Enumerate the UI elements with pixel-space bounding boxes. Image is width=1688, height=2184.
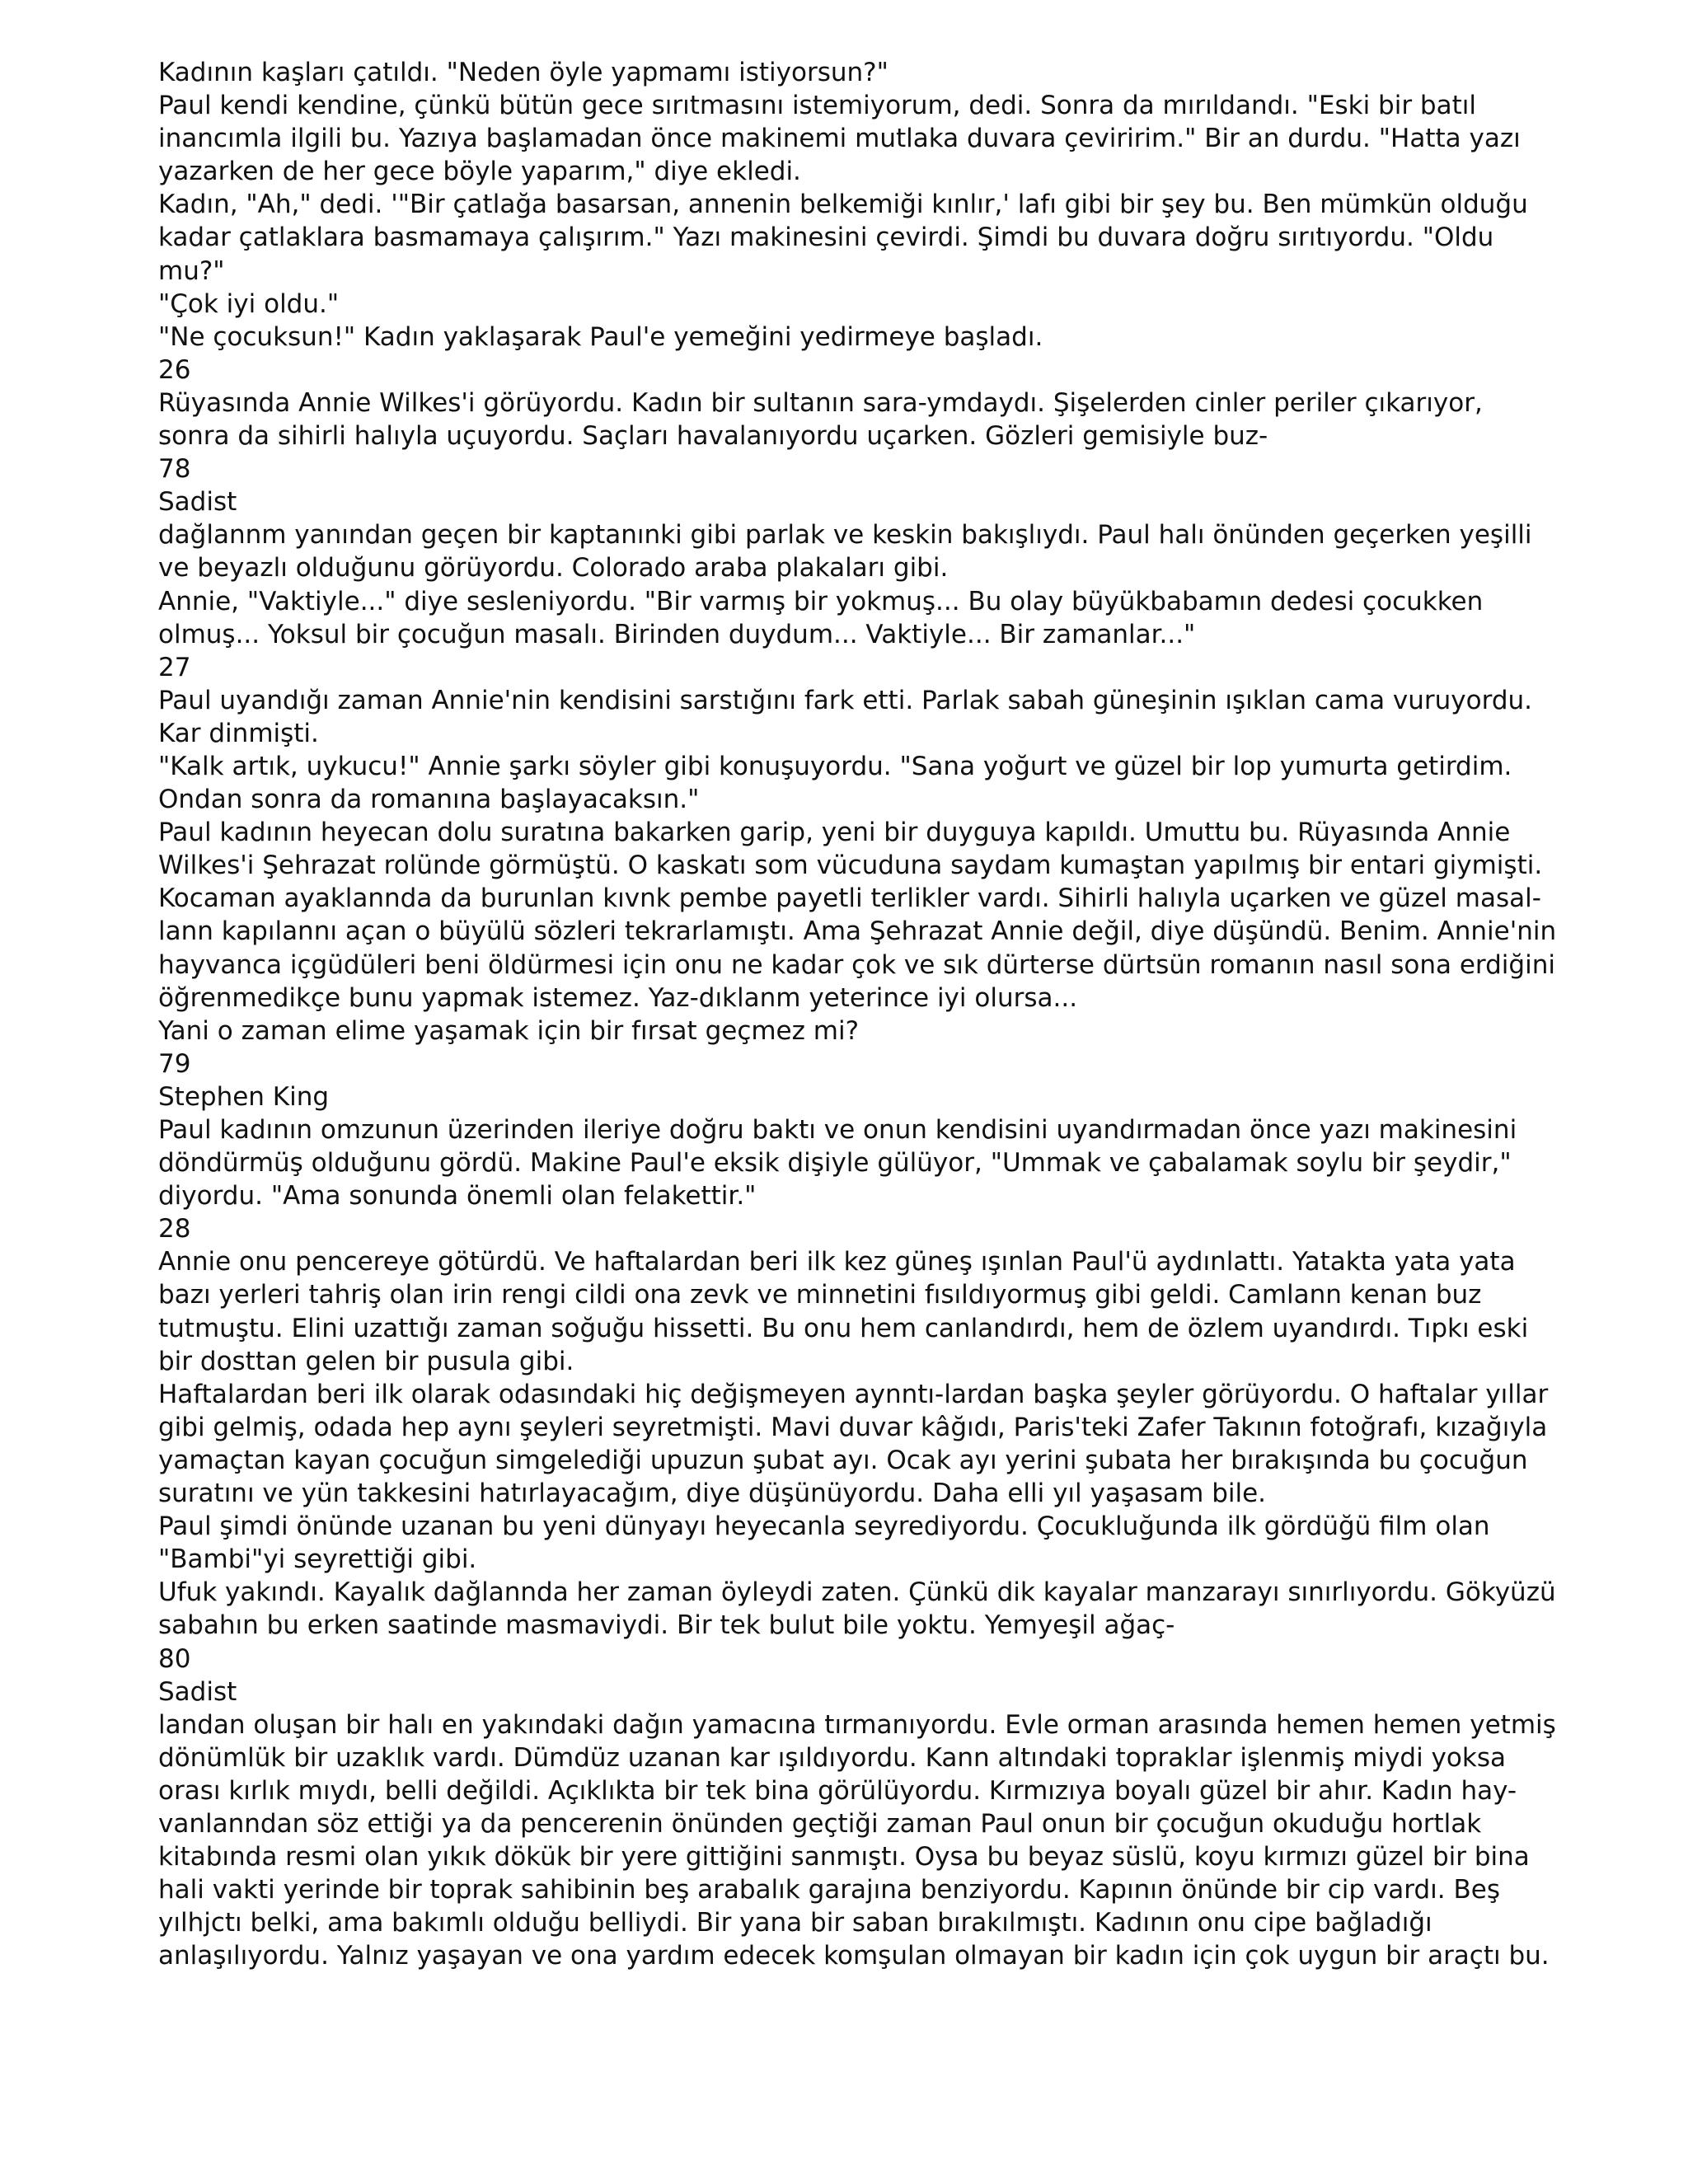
text-line: Rüyasında Annie Wilkes'i görüyordu. Kadın bir sultanın sara-ymdaydı. Şişelerden cinler periler çıkarıyor, [158,387,1483,418]
text-line: hali vakti yerinde bir toprak sahibinin beş arabalık garajına benziyordu. Kapının önünde bir cip vardı. Beş [158,1875,1500,1905]
text-line: öğrenmedikçe bunu yapmak istemez. Yaz-dıklanm yeterince iyi olursa... [158,982,1078,1013]
text-line: Sadist [158,487,237,518]
text-line: suratını ve yün takkesini hatırlayacağım, diye düşünüyordu. Daha elli yıl yaşasam bile. [158,1479,1267,1509]
text-line: Kocaman ayaklannda da burunlan kıvnk pembe payetli terlikler vardı. Sihirli halıyla uçarken ve güzel masal- [158,883,1541,914]
text-line: bazı yerleri tahriş olan irin rengi cildi ona zevk ve minnetini fısıldıyormuş gibi geldi. Camlann kenan buz [158,1280,1482,1310]
document-page [158,56,1557,1972]
text-line: vanlanndan söz ettiği ya da pencerenin önünden geçtiği zaman Paul onun bir çocuğun okuduğu hortlak [158,1808,1482,1839]
text-line: Paul kadının heyecan dolu suratına bakarken garip, yeni bir duyguya kapıldı. Umuttu bu. Rüyasında Annie [158,818,1511,848]
text-line: landan oluşan bir halı en yakındaki dağın yamacına tırmanıyordu. Evle orman arasında hemen hemen yetmiş [158,1709,1556,1740]
text-line: kitabında resmi olan yıkık dökük bir yere gittiğini sanmıştı. Oysa bu beyaz süslü, koyu kırmızı güzel bir bina [158,1842,1530,1872]
text-line: Annie, "Vaktiyle..." diye sesleniyordu. "Bir varmış bir yokmuş... Bu olay büyükbabamın dedesi çocukken [158,586,1484,616]
text-line: dağlannm yanından geçen bir kaptanınki gibi parlak ve keskin bakışlıydı. Paul halı önünden geçerken yeşilli [158,520,1532,551]
text-line: ve beyazlı olduğunu görüyordu. Colorado araba plakaları gibi. [158,553,949,583]
text-line: Paul kadının omzunun üzerinden ileriye doğru baktı ve onun kendisini uyandırmadan önce yazı makinesini [158,1115,1517,1145]
text-line: kadar çatlaklara basmamaya çalışırım." Yazı makinesini çevirdi. Şimdi bu duvara doğru sırıtıyordu. "Oldu [158,223,1494,253]
text-line: "Çok iyi oldu." [158,288,340,319]
text-line: Ondan sonra da romanına başlayacaksın." [158,785,700,815]
text-line: Ufuk yakındı. Kayalık dağlannda her zaman öyleydi zaten. Çünkü dik kayalar manzarayı sınırlıyordu. Gökyüzü [158,1577,1556,1608]
text-line: bir dosttan gelen bir pusula gibi. [158,1346,574,1376]
text-line: diyordu. "Ama sonunda önemli olan felakettir." [158,1181,757,1212]
text-line: mu?" [158,255,225,286]
text-line: inancımla ilgili bu. Yazıya başlamadan önce makinemi mutlaka duvara çeviririm." Bir an durdu. "Hatta yazı [158,124,1521,154]
text-line: anlaşılıyordu. Yalnız yaşayan ve ona yardım edecek komşulan olmayan bir kadın için çok uygun bir araçtı bu. [158,1941,1550,1971]
text-line: Kar dinmişti. [158,718,319,748]
text-line: 80 [158,1643,191,1674]
text-line: Paul şimdi önünde uzanan bu yeni dünyayı heyecanla seyrediyordu. Çocukluğunda ilk gördüğü film olan [158,1511,1490,1542]
text-line: lann kapılannı açan o büyülü sözleri tekrarlamıştı. Ama Şehrazat Annie değil, diye düşündü. Benim. Annie'nin [158,916,1557,947]
text-line: 26 [158,354,191,385]
text-line: 27 [158,652,191,682]
text-line: 78 [158,454,191,485]
text-line: Stephen King [158,1081,330,1112]
text-line: Annie onu pencereye götürdü. Ve haftalardan beri ilk kez güneş ışınlan Paul'ü aydınlattı. Yatakta yata yata [158,1247,1516,1277]
text-line: "Ne çocuksun!" Kadın yaklaşarak Paul'e yemeğini yedirmeye başladı. [158,321,1043,352]
text-line: yılhjctı belki, ama bakımlı olduğu belliydi. Bir yana bir saban bırakılmıştı. Kadının onu cipe bağladığı [158,1908,1432,1938]
text-line: döndürmüş olduğunu gördü. Makine Paul'e eksik dişiyle gülüyor, "Ummak ve çabalamak soylu bir şeydir," [158,1148,1512,1179]
text-line: yazarken de her gece böyle yaparım," diye ekledi. [158,157,801,187]
text-line: sabahın bu erken saatinde masmaviydi. Bir tek bulut bile yoktu. Yemyeşil ağaç- [158,1610,1175,1641]
text-line: Yani o zaman elime yaşamak için bir fırsat geçmez mi? [158,1015,860,1046]
text-line: Sadist [158,1676,237,1707]
text-line: tutmuştu. Elini uzattığı zaman soğuğu hissetti. Bu onu hem canlandırdı, hem de özlem uyandırdı. Tıpkı eski [158,1313,1529,1343]
text-line: yamaçtan kayan çocuğun simgelediği upuzun şubat ayı. Ocak ayı yerini şubata her bırakışında bu çocuğun [158,1445,1528,1475]
text-line: hayvanca içgüdüleri beni öldürmesi için onu ne kadar çok ve sık dürterse dürtsün romanın nasıl sona erdiğini [158,949,1555,980]
text-line: olmuş... Yoksul bir çocuğun masalı. Birinden duydum... Vaktiyle... Bir zamanlar..." [158,619,1196,649]
text-line: dönümlük bir uzaklık vardı. Dümdüz uzanan kar ışıldıyordu. Kann altındaki topraklar işlenmiş miydi yoksa [158,1742,1506,1773]
text-line: Kadının kaşları çatıldı. "Neden öyle yapmamı istiyorsun?" [158,58,889,87]
text-line: 28 [158,1214,191,1244]
text-line: "Kalk artık, uykucu!" Annie şarkı söyler gibi konuşuyordu. "Sana yoğurt ve güzel bir lop yumurta getirdim. [158,751,1512,781]
text-line: Kadın, "Ah," dedi. '"Bir çatlağa basarsan, annenin belkemiği kınlır,' lafı gibi bir şey bu. Ben mümkün olduğu [158,190,1528,220]
text-line: Wilkes'i Şehrazat rolünde görmüştü. O kaskatı som vücuduna saydam kumaştan yapılmış bir entari giymişti. [158,851,1543,881]
text-line: "Bambi"yi seyrettiği gibi. [158,1544,477,1575]
text-line: gibi gelmiş, odada hep aynı şeyleri seyretmişti. Mavi duvar kâğıdı, Paris'teki Zafer Takının fotoğrafı, kızağıyla [158,1412,1548,1442]
text-line: 79 [158,1048,191,1079]
text-line: Paul uyandığı zaman Annie'nin kendisini sarstığını fark etti. Parlak sabah güneşinin ışıklan cama vuruyordu. [158,685,1532,715]
text-line: sonra da sihirli halıyla uçuyordu. Saçları havalanıyordu uçarken. Gözleri gemisiyle buz- [158,421,1268,452]
text-line: Haftalardan beri ilk olarak odasındaki hiç değişmeyen aynntı-lardan başka şeyler görüyordu. O haftalar yıllar [158,1379,1549,1409]
text-line: Paul kendi kendine, çünkü bütün gece sırıtmasını istemiyorum, dedi. Sonra da mırıldandı. "Eski bir batıl [158,91,1476,121]
text-line: orası kırlık mıydı, belli değildi. Açıklıkta bir tek bina görülüyordu. Kırmızıya boyalı güzel bir ahır. Kadın hay- [158,1775,1517,1806]
